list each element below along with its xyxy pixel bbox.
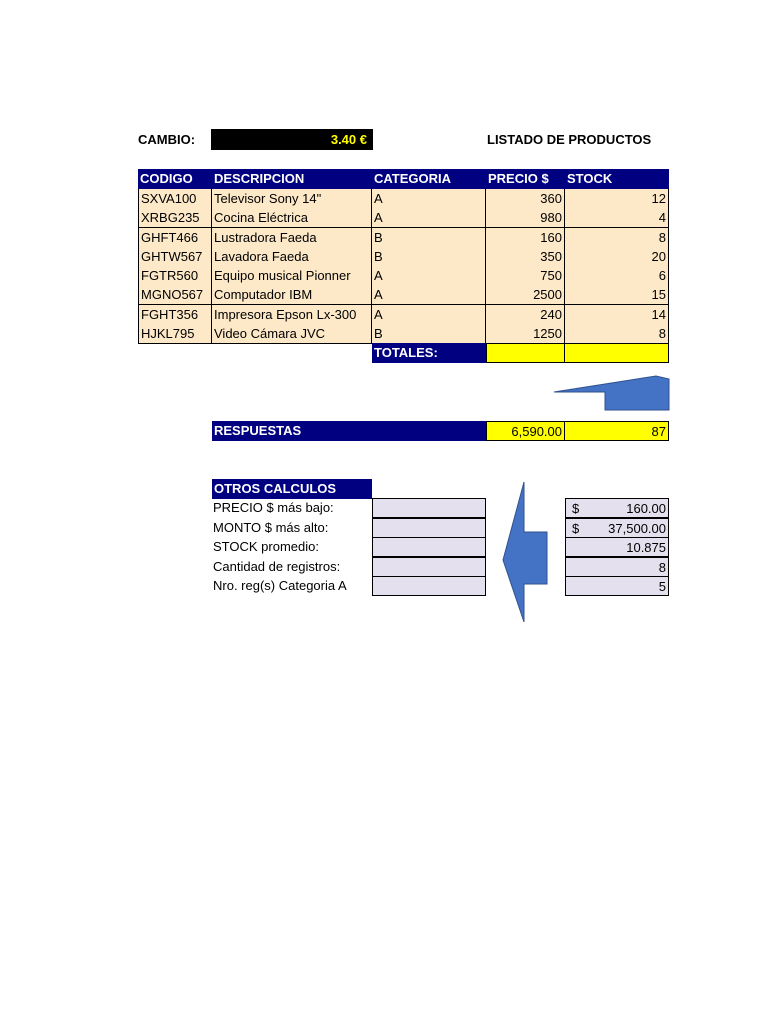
cell-categoria[interactable]: A bbox=[372, 305, 486, 325]
cell-categoria[interactable]: A bbox=[372, 266, 486, 286]
arrow-down-left-icon bbox=[500, 480, 550, 626]
cell-stock[interactable]: 14 bbox=[565, 305, 669, 325]
cell-descripcion[interactable]: Impresora Epson Lx-300 bbox=[212, 305, 372, 325]
cell-precio[interactable]: 750 bbox=[486, 266, 565, 286]
cell-precio[interactable]: 240 bbox=[486, 305, 565, 325]
otros-input-cell[interactable] bbox=[372, 557, 486, 577]
otros-row-label: Nro. reg(s) Categoria A bbox=[213, 578, 347, 593]
cell-precio[interactable]: 2500 bbox=[486, 285, 565, 305]
cell-categoria[interactable]: B bbox=[372, 228, 486, 248]
arrow-left-icon bbox=[550, 372, 670, 412]
currency-symbol: $ bbox=[572, 501, 580, 516]
header-categoria: CATEGORIA bbox=[372, 169, 486, 189]
cell-descripcion[interactable]: Lustradora Faeda bbox=[212, 228, 372, 248]
page-title: LISTADO DE PRODUCTOS bbox=[487, 132, 652, 147]
cell-categoria[interactable]: A bbox=[372, 189, 486, 209]
cell-categoria[interactable]: A bbox=[372, 285, 486, 305]
otros-header: OTROS CALCULOS bbox=[212, 479, 372, 499]
otros-row-label: MONTO $ más alto: bbox=[213, 519, 329, 535]
cell-codigo[interactable]: GHTW567 bbox=[138, 247, 212, 267]
cell-precio[interactable]: 1250 bbox=[486, 324, 565, 344]
cell-codigo[interactable]: XRBG235 bbox=[138, 208, 212, 228]
otros-input-cell[interactable] bbox=[372, 537, 486, 557]
otros-result-cell[interactable] bbox=[565, 498, 669, 518]
cell-descripcion[interactable]: Video Cámara JVC bbox=[212, 324, 372, 344]
cell-categoria[interactable]: B bbox=[372, 247, 486, 267]
respuestas-label: RESPUESTAS bbox=[212, 421, 486, 441]
otros-input-cell[interactable] bbox=[372, 518, 486, 538]
otros-result-cell[interactable] bbox=[565, 518, 669, 538]
respuestas-stock: 87 bbox=[564, 421, 669, 441]
cell-stock[interactable]: 8 bbox=[565, 324, 669, 344]
cell-precio[interactable]: 360 bbox=[486, 189, 565, 209]
header-codigo: CODIGO bbox=[138, 169, 212, 189]
otros-input-cell[interactable] bbox=[372, 498, 486, 518]
cell-codigo[interactable]: MGNO567 bbox=[138, 285, 212, 305]
cell-codigo[interactable]: FGTR560 bbox=[138, 266, 212, 286]
cell-categoria[interactable]: B bbox=[372, 324, 486, 344]
cell-stock[interactable]: 15 bbox=[565, 285, 669, 305]
cell-codigo[interactable]: GHFT466 bbox=[138, 228, 212, 248]
cambio-label: CAMBIO: bbox=[138, 132, 196, 147]
cell-descripcion[interactable]: Cocina Eléctrica bbox=[212, 208, 372, 228]
cell-descripcion[interactable]: Lavadora Faeda bbox=[212, 247, 372, 267]
cell-codigo[interactable]: HJKL795 bbox=[138, 324, 212, 344]
respuestas-precio: 6,590.00 bbox=[486, 421, 565, 441]
cell-codigo[interactable]: FGHT356 bbox=[138, 305, 212, 325]
otros-result-value: 5 bbox=[658, 579, 666, 594]
cell-stock[interactable]: 4 bbox=[565, 208, 669, 228]
totals-label: TOTALES: bbox=[372, 343, 486, 363]
otros-row-label: STOCK promedio: bbox=[213, 539, 319, 554]
currency-symbol: $ bbox=[572, 520, 580, 536]
cell-stock[interactable]: 20 bbox=[565, 247, 669, 267]
header-stock: STOCK bbox=[565, 169, 669, 189]
cell-descripcion[interactable]: Equipo musical Pionner bbox=[212, 266, 372, 286]
cell-precio[interactable]: 160 bbox=[486, 228, 565, 248]
header-descripcion: DESCRIPCION bbox=[212, 169, 372, 189]
cell-codigo[interactable]: SXVA100 bbox=[138, 189, 212, 209]
cambio-value: 3.40 € bbox=[211, 129, 373, 150]
totals-precio-cell[interactable] bbox=[486, 343, 565, 363]
totals-stock-cell[interactable] bbox=[564, 343, 669, 363]
cell-precio[interactable]: 350 bbox=[486, 247, 565, 267]
otros-row-label: PRECIO $ más bajo: bbox=[213, 500, 334, 515]
otros-result-value: 8 bbox=[658, 559, 666, 575]
otros-row-label: Cantidad de registros: bbox=[213, 558, 341, 574]
cell-precio[interactable]: 980 bbox=[486, 208, 565, 228]
cell-categoria[interactable]: A bbox=[372, 208, 486, 228]
cell-descripcion[interactable]: Computador IBM bbox=[212, 285, 372, 305]
cell-stock[interactable]: 6 bbox=[565, 266, 669, 286]
otros-result-value: 37,500.00 bbox=[608, 520, 666, 536]
otros-result-value: 10.875 bbox=[626, 540, 666, 555]
otros-result-cell[interactable] bbox=[565, 557, 669, 577]
otros-result-cell[interactable] bbox=[565, 576, 669, 596]
header-precio: PRECIO $ bbox=[486, 169, 565, 189]
otros-result-value: 160.00 bbox=[626, 501, 666, 516]
cell-stock[interactable]: 12 bbox=[565, 189, 669, 209]
cell-descripcion[interactable]: Televisor Sony 14" bbox=[212, 189, 372, 209]
otros-input-cell[interactable] bbox=[372, 576, 486, 596]
otros-result-cell[interactable] bbox=[565, 537, 669, 557]
cell-stock[interactable]: 8 bbox=[565, 228, 669, 248]
